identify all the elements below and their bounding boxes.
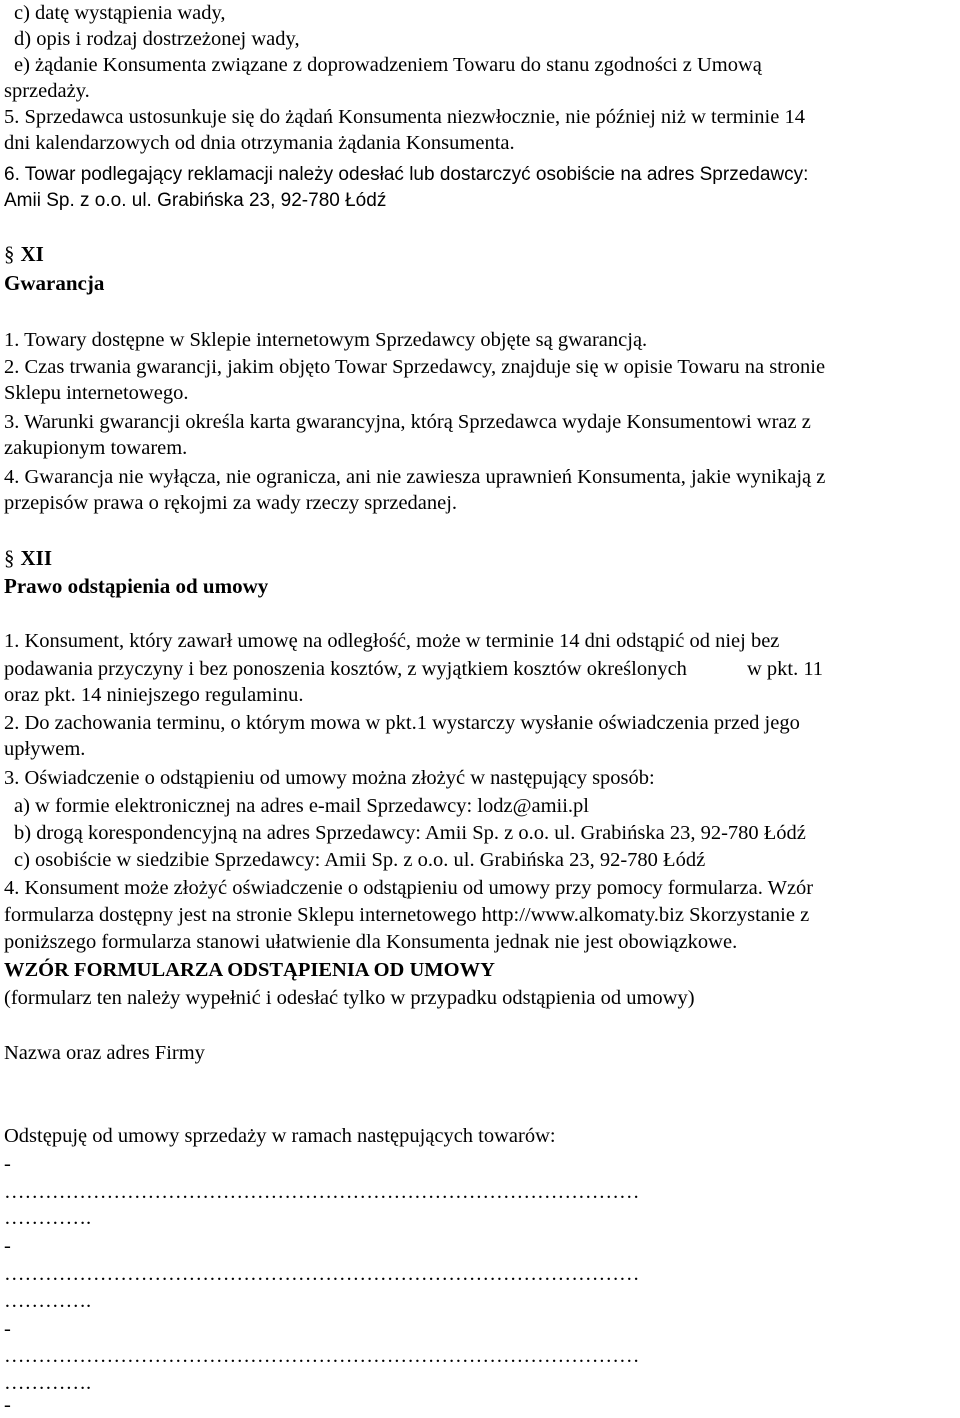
goods-dots: …………. [4,1290,92,1312]
withdrawal-paragraph-4-cont: formularza dostępny jest na stronie Sklepu internetowego http://www.alkomaty.biz Skorzystanie z [4,904,810,926]
section-number: XI [20,242,44,266]
withdrawal-paragraph-2: 2. Do zachowania terminu, o którym mowa w pkt.1 wystarczy wysłanie oświadczenia przed jego [4,712,800,734]
form-heading: WZÓR FORMULARZA ODSTĄPIENIA OD UMOWY [4,959,495,981]
goods-dots: ………………………………………………………………………………… [4,1263,640,1285]
goods-dash: - [4,1394,11,1416]
withdrawal-paragraph-1-cont [4,656,823,682]
paragraph-6: 6. Towar podlegający reklamacji należy odesłać lub dostarczyć osobiście na adres Sprzedawcy: [4,164,809,185]
warranty-paragraph-4: 4. Gwarancja nie wyłącza, nie ogranicza, ani nie zawiesza uprawnień Konsumenta, jakie wynikają z [4,466,826,488]
warranty-paragraph-4-cont: przepisów prawa o rękojmi za wady rzeczy sprzedanej. [4,492,458,514]
warranty-paragraph-1: 1. Towary dostępne w Sklepie internetowym Sprzedawcy objęte są gwarancją. [4,329,648,351]
paragraph-5-cont: dni kalendarzowych od dnia otrzymania żądania Konsumenta. [4,132,515,154]
warranty-paragraph-2-cont: Sklepu internetowego. [4,382,189,404]
list-item-c: c) datę wystąpienia wady, [14,2,226,24]
withdrawal-paragraph-1-end: oraz pkt. 14 niniejszego regulaminu. [4,684,304,706]
warranty-paragraph-3: 3. Warunki gwarancji określa karta gwarancyjna, którą Sprzedawca wydaje Konsumentowi wraz z [4,411,811,433]
list-item-e-cont: sprzedaży. [4,80,90,102]
goods-dots: ………………………………………………………………………………… [4,1345,640,1367]
section-heading-xii [4,545,52,571]
paragraph-5: 5. Sprzedawca ustosunkuje się do żądań Konsumenta niezwłocznie, nie później niż w terminie 14 [4,106,805,128]
section-title-xi: Gwarancja [4,271,105,295]
goods-dots: ………………………………………………………………………………… [4,1181,640,1203]
goods-dash: - [4,1153,11,1175]
withdrawal-paragraph-2-cont: upływem. [4,738,86,760]
goods-label: Odstępuję od umowy sprzedaży w ramach następujących towarów: [4,1125,556,1147]
goods-dash: - [4,1235,11,1257]
form-note: (formularz ten należy wypełnić i odesłać tylko w przypadku odstąpienia od umowy) [4,987,695,1009]
list-item-e: e) żądanie Konsumenta związane z doprowadzeniem Towaru do stanu zgodności z Umową [14,54,762,76]
goods-dash: - [4,1318,11,1340]
warranty-paragraph-2: 2. Czas trwania gwarancji, jakim objęto Towar Sprzedawcy, znajduje się w opisie Towaru na stronie [4,356,826,378]
paragraph-6-cont: Amii Sp. z o.o. ul. Grabińska 23, 92-780 Łódź [4,190,387,211]
warranty-paragraph-3-cont: zakupionym towarem. [4,437,188,459]
section-sign-icon: § [4,546,15,570]
withdrawal-paragraph-1-part-a: podawania przyczyny i bez ponoszenia kosztów, z wyjątkiem kosztów określonych [4,658,687,680]
withdrawal-paragraph-3: 3. Oświadczenie o odstąpieniu od umowy można złożyć w następujący sposób: [4,767,655,789]
withdrawal-option-c: c) osobiście w siedzibie Sprzedawcy: Amii Sp. z o.o. ul. Grabińska 23, 92-780 Łódź [14,849,706,871]
section-sign-icon: § [4,242,15,266]
list-item-d: d) opis i rodzaj dostrzeżonej wady, [14,28,300,50]
goods-dots: …………. [4,1372,92,1394]
section-heading-xi [4,241,44,267]
withdrawal-paragraph-4-end: poniższego formularza stanowi ułatwienie dla Konsumenta jednak nie jest obowiązkowe. [4,931,738,953]
withdrawal-paragraph-1: 1. Konsument, który zawarł umowę na odległość, może w terminie 14 dni odstąpić od niej bez [4,630,780,652]
company-label: Nazwa oraz adres Firmy [4,1042,205,1064]
withdrawal-option-a: a) w formie elektronicznej na adres e-mail Sprzedawcy: lodz@amii.pl [14,795,589,817]
withdrawal-paragraph-4: 4. Konsument może złożyć oświadczenie o odstąpieniu od umowy przy pomocy formularza. Wzór [4,877,814,899]
section-title-xii: Prawo odstąpienia od umowy [4,574,269,598]
section-number: XII [20,546,53,570]
goods-dots: …………. [4,1207,92,1229]
withdrawal-option-b: b) drogą korespondencyjną na adres Sprzedawcy: Amii Sp. z o.o. ul. Grabińska 23, 92-780 Łódź [14,822,806,844]
withdrawal-paragraph-1-part-b: w pkt. 11 [746,658,824,680]
